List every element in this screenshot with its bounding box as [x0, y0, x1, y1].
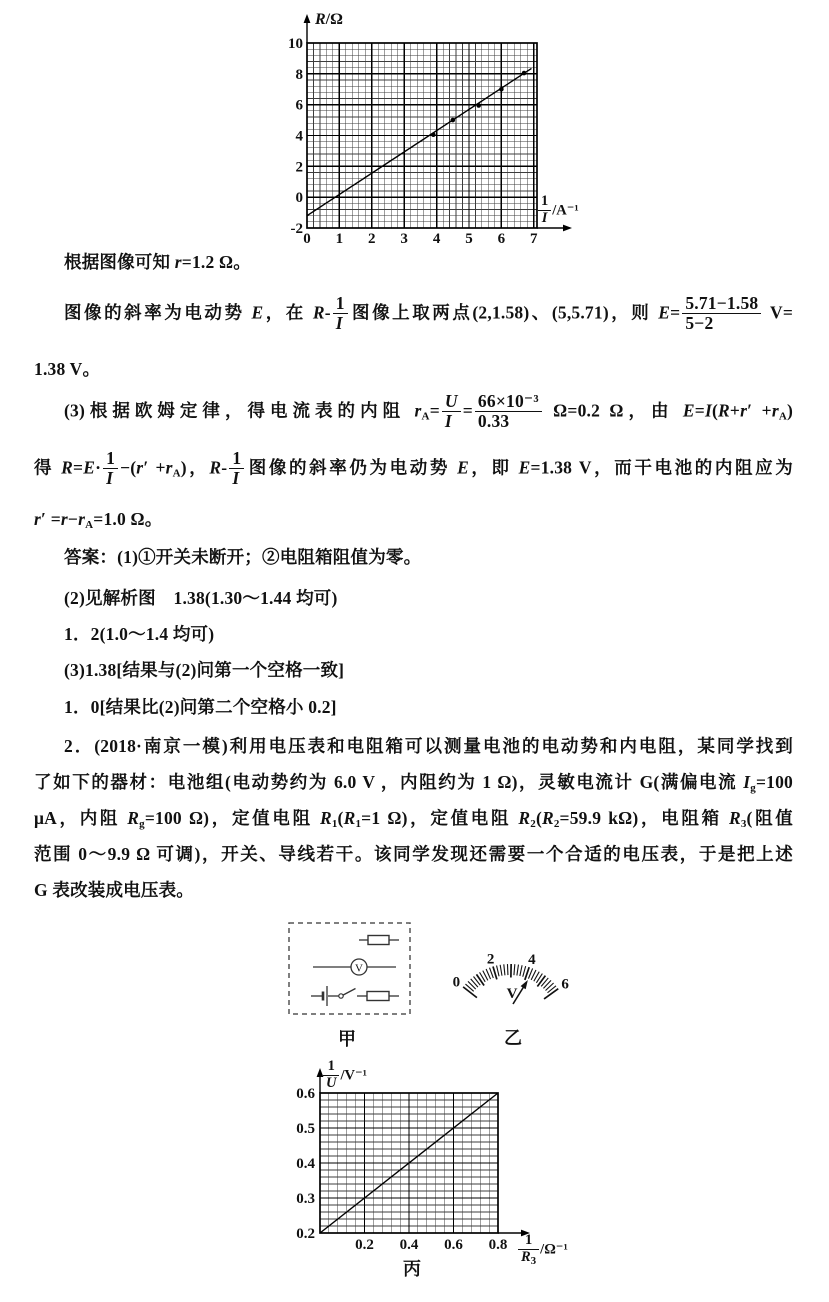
answer-line-5: 1．0[结果比(2)问第二个空格小 0.2]: [64, 697, 337, 717]
svg-text:6: 6: [497, 231, 506, 247]
figure-caption-bing: 丙: [403, 1259, 421, 1279]
svg-text:6: 6: [561, 976, 569, 993]
answer-line-1: 答案：(1)①开关未断开；②电阻箱阻值为零。: [64, 547, 422, 567]
problem2-line-1: 2．(2018·南京一模)利用电压表和电阻箱可以测量电池的电动势和内电阻，某同学找到: [64, 736, 793, 756]
inline-fraction: $\frac{1}{I}$: [333, 294, 348, 333]
svg-text:0.6: 0.6: [444, 1237, 463, 1253]
svg-text:-2: -2: [290, 221, 303, 237]
one-over-U-fraction: $\frac{1}{U}$: [323, 1059, 339, 1091]
meter-needle-arrowhead: [521, 980, 528, 989]
voltmeter-scale-figure: [430, 925, 615, 1020]
problem2-line-2: 了如下的器材：电池组(电动势约为 6.0 V ，内阻约为 1 Ω)，灵敏电流计 G(满偏电流 $I_g=100$: [34, 772, 793, 794]
svg-text:0.5: 0.5: [296, 1121, 315, 1137]
data-point: [499, 87, 504, 92]
inline-fraction: $\frac{5.71-1.58}{5-2}$: [682, 294, 761, 333]
svg-text:2: 2: [368, 231, 376, 247]
svg-text:3: 3: [400, 231, 408, 247]
svg-text:0.4: 0.4: [296, 1156, 315, 1172]
svg-text:0.3: 0.3: [296, 1191, 315, 1207]
dashed-box: [289, 923, 410, 1014]
svg-text:4: 4: [528, 952, 536, 969]
svg-text:0.2: 0.2: [296, 1226, 315, 1242]
chart2-x-axis-label: $\frac{1}{R_3}$ /Ω⁻¹: [517, 1234, 568, 1266]
one-over-I-fraction: $\frac{1}{I}$: [538, 194, 551, 226]
figure-caption-jia: 甲: [338, 1029, 356, 1049]
svg-text:0: 0: [295, 190, 303, 207]
svg-text:4: 4: [432, 231, 441, 247]
svg-text:0: 0: [303, 231, 311, 247]
circuit-symbols-figure: [280, 915, 420, 1020]
y-axis-arrowhead: [304, 14, 311, 23]
svg-text:1: 1: [335, 231, 344, 247]
data-point: [431, 132, 436, 137]
solution-line-1: 根据图像可知 r=1.2 Ω。: [64, 252, 251, 272]
resistor-symbol: [367, 992, 389, 1001]
data-point: [522, 71, 527, 76]
chart1-x-axis-label: $\frac{1}{I}$ /A⁻¹: [537, 195, 579, 227]
solution-line-2: 图像的斜率为电动势 E，在 R- $\frac{1}{I}$ 图像上取两点(2,1.58)、(5,5.71)，则 E= $\frac{5.71-1.58}{5-2}$ V=: [64, 293, 793, 333]
svg-text:0.8: 0.8: [488, 1237, 508, 1253]
svg-text:0.2: 0.2: [355, 1237, 374, 1253]
data-point: [450, 118, 455, 123]
switch-lever: [343, 989, 355, 996]
svg-text:10: 10: [288, 36, 303, 52]
one-over-R3-fraction: $\frac{1}{R_3}$: [518, 1233, 539, 1265]
switch-pivot: [339, 994, 343, 998]
svg-text:2: 2: [295, 159, 303, 176]
svg-text:2: 2: [486, 951, 495, 968]
answer-line-3: 1．2(1.0～1.4 均可): [64, 624, 215, 644]
resistor-symbol: [368, 936, 389, 945]
chart1-y-axis-label: R/Ω: [315, 11, 343, 28]
grid-major: [307, 43, 537, 228]
solution-line-3: 1.38 V。: [34, 359, 101, 379]
inline-fraction: $\frac{U}{I}$: [442, 392, 461, 431]
svg-text:0: 0: [452, 974, 461, 991]
solution-line-6: $r' =r-r_A=1.0$ Ω。: [34, 509, 163, 531]
inline-fraction: $\frac{\text{66×10⁻³}}{0.33}$: [475, 392, 542, 431]
figure-caption-yi: 乙: [504, 1028, 522, 1048]
svg-text:0.6: 0.6: [296, 1086, 315, 1102]
svg-text:5: 5: [465, 231, 473, 247]
svg-text:4: 4: [295, 128, 303, 145]
chart2-y-axis-label: $\frac{1}{U}$ /V⁻¹: [322, 1060, 367, 1092]
answer-line-4: (3)1.38[结果与(2)问第一个空格一致]: [64, 660, 345, 680]
voltmeter-label: V: [355, 962, 363, 975]
problem2-line-3: μA，内阻 $R_g=100$ Ω)，定值电阻 $R_1(R_1=1$ Ω)，定值电阻 $R_2(R_2=59.9$ kΩ)，电阻箱 $R_3$(阻值: [34, 808, 793, 830]
data-point: [476, 103, 481, 108]
solution-line-4: (3)根据欧姆定律，得电流表的内阻 $r_A=$ $\frac{U}{I}$ = $\frac{\text{66×10⁻³}}{0.33}$ Ω=0.2 Ω，由 $E=I(R+r' +r_A)$: [64, 391, 794, 431]
problem2-line-4: 范围 0～9.9 Ω 可调)，开关、导线若干。该同学发现还需要一个合适的电压表，于是把上述: [34, 844, 793, 864]
svg-text:8: 8: [295, 66, 303, 83]
data-line: [307, 68, 531, 215]
inline-fraction: $\frac{1}{I}$: [103, 449, 118, 488]
svg-text:7: 7: [530, 231, 538, 247]
problem2-line-5: G 表改装成电压表。: [34, 880, 194, 900]
solution-line-5: 得 R=E· $\frac{1}{I}$ $-(r' +r_A)$，R- $\frac{1}{I}$ 图像的斜率仍为电动势 E，即 E=1.38 V，而干电池的内阻应为: [34, 448, 794, 488]
chart-r-vs-1-over-i: [280, 8, 580, 258]
svg-text:0.4: 0.4: [399, 1237, 419, 1253]
answer-line-2: (2)见解析图 1.38(1.30～1.44 均可): [64, 588, 338, 608]
svg-text:6: 6: [295, 97, 303, 114]
meter-unit-label: V: [506, 986, 518, 1002]
inline-fraction: $\frac{1}{I}$: [229, 449, 244, 488]
